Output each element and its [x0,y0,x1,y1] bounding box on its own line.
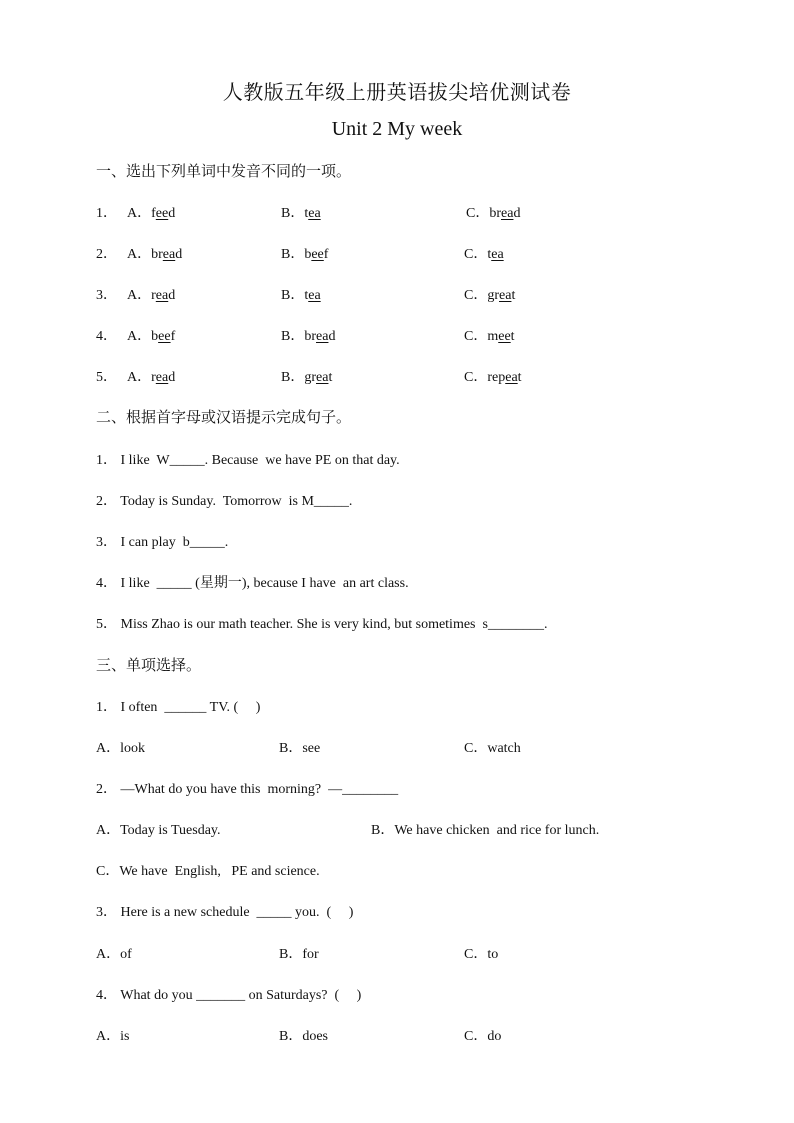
word-end: f [170,329,176,344]
word-end: t [511,288,516,303]
word-start: r [151,288,156,303]
word-start: gr [304,370,317,385]
word-end: d [328,329,336,344]
underlined-letters: ea [316,370,329,385]
word-start: r [151,370,156,385]
option-prefix: B． [281,206,305,221]
word-start: b [304,247,312,262]
option-a [127,284,175,304]
option-c [464,325,515,345]
option-prefix: A． [127,288,152,303]
page-title: 人教版五年级上册英语拔尖培优测试卷 [222,80,572,104]
option-prefix: A． [127,329,152,344]
q2-option-c: C．We have English, PE and science. [96,864,320,879]
underlined-letters: ea [505,370,518,385]
question-number: 2． [96,247,117,262]
word-end: d [168,370,176,385]
word-start: br [489,206,502,221]
q3-option-a: A．of [96,947,132,962]
q1-option-c: C．watch [464,741,521,756]
option-prefix: B． [281,247,305,262]
option-prefix: A． [127,370,152,385]
underlined-letters: ea [308,288,321,303]
option-c [464,366,522,386]
question-number: 5． [96,370,117,385]
q3-stem: 3． Here is a new schedule _____ you. ( ) [96,905,354,920]
word-start: f [151,206,156,221]
word-start: t [304,288,309,303]
word-end: d [175,247,183,262]
option-b [281,202,321,222]
underlined-letters: ea [308,206,321,221]
q1-option-a: A．look [96,741,145,756]
question-number: 4． [96,329,117,344]
q2-option-a: A．Today is Tuesday. [96,823,221,838]
sentence-2: 2． Today is Sunday. Tomorrow is M_____. [96,494,353,509]
word-end: f [323,247,329,262]
word-start: rep [487,370,506,385]
section3-heading: 三、单项选择。 [96,656,202,674]
underlined-letters: ea [155,370,169,385]
option-prefix: C． [464,247,488,262]
underlined-letters: ee [311,247,324,262]
word-start: t [304,206,309,221]
word-start: br [151,247,163,262]
option-c [464,243,504,263]
underlined-letters: ee [158,329,171,344]
option-prefix: B． [281,288,305,303]
option-prefix: C． [466,206,490,221]
q4-option-c: C．do [464,1029,502,1044]
word-end: t [517,370,522,385]
underlined-letters: ea [501,206,514,221]
option-c [464,284,515,304]
section1-heading: 一、选出下列单词中发音不同的一项。 [96,162,352,180]
word-end: d [168,288,176,303]
underlined-letters: ea [316,329,329,344]
option-b [281,284,321,304]
sentence-5: 5． Miss Zhao is our math teacher. She is very kind, but sometimes s________. [96,617,548,632]
option-prefix: B． [281,370,305,385]
option-b [281,325,335,345]
q4-option-a: A．is [96,1029,130,1044]
option-prefix: B． [281,329,305,344]
option-c [466,202,520,222]
q3-option-b: B．for [279,947,319,962]
word-start: br [304,329,317,344]
word-end: t [510,329,515,344]
option-a [127,202,175,222]
word-start: gr [487,288,500,303]
word-end: d [513,206,521,221]
question-number: 1． [96,206,117,221]
underlined-letters: ea [155,288,169,303]
word-start: b [151,329,159,344]
sentence-3: 3． I can play b_____. [96,535,229,550]
option-a [127,243,182,263]
option-prefix: C． [464,370,488,385]
word-start: t [487,247,492,262]
option-a [127,325,175,345]
sentence-4: 4． I like _____ (星期一), because I have an art class. [96,576,409,591]
underlined-letters: ea [491,247,504,262]
underlined-letters: ee [498,329,511,344]
unit-subtitle: Unit 2 My week [331,118,463,140]
q2-stem: 2． —What do you have this morning? —________ [96,782,399,797]
word-end: d [168,206,176,221]
underlined-letters: ee [155,206,169,221]
underlined-letters: ea [162,247,176,262]
underlined-letters: ea [499,288,512,303]
q3-option-c: C．to [464,947,499,962]
word-start: m [487,329,499,344]
q1-stem: 1． I often ______ TV. ( ) [96,700,261,715]
q4-stem: 4． What do you _______ on Saturdays? ( ) [96,988,362,1003]
q2-option-b: B．We have chicken and rice for lunch. [371,823,600,838]
section2-heading: 二、根据首字母或汉语提示完成句子。 [96,408,352,426]
q4-option-b: B．does [279,1029,328,1044]
q1-option-b: B．see [279,741,321,756]
question-number: 3． [96,288,117,303]
option-prefix: A． [127,206,152,221]
option-prefix: A． [127,247,152,262]
option-a [127,366,175,386]
option-b [281,366,332,386]
option-prefix: C． [464,288,488,303]
sentence-1: 1． I like W_____. Because we have PE on that day. [96,453,400,468]
option-b [281,243,328,263]
word-end: t [328,370,333,385]
option-prefix: C． [464,329,488,344]
